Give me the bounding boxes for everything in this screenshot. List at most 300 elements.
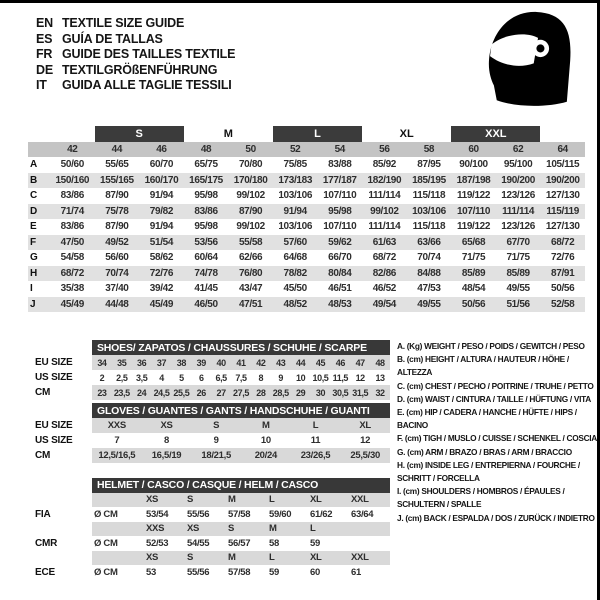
shoes-table-title: SHOES/ ZAPATOS / CHAUSSURES / SCHUHE / SCARPE [92,340,390,355]
legend-item: H. (cm) INSIDE LEG / ENTREPIERNA / FOURCHE / SCHRITT / FORCELLA [397,459,580,484]
size-value-cell: 74/78 [184,266,229,282]
size-value-cell: 91/94 [149,221,174,233]
size-value-cell: 7 [114,435,120,446]
size-value-cell: 47 [350,355,370,370]
size-value-cell: 20/24 [241,448,291,463]
size-value-cell: 42 [251,355,271,370]
size-value-cell: 65/75 [194,159,218,171]
helmet-size-header: XS [144,551,185,566]
measurement-row-letter: A [30,159,37,171]
size-value-cell: 90/100 [459,159,488,171]
gloves-table-title: GLOVES / GUANTES / GANTS / HANDSCHUHE / GUANTI [92,403,390,418]
size-value-cell: 91/94 [273,204,318,220]
helmet-table-title: HELMET / CASCO / CASQUE / HELM / CASCO [92,478,390,493]
size-value-cell: 46 [330,355,350,370]
size-value-cell: 187/198 [451,173,496,189]
size-value-cell: 48 [370,355,390,370]
size-value-cell: 9 [278,372,284,383]
size-value-cell: 99/102 [362,204,407,220]
textile-size-table [28,126,585,312]
corner-spacer [28,126,50,142]
standard-label-fia: FIA [35,508,51,520]
size-value-cell: 4 [159,372,164,383]
helmet-size-value: 54/55 [187,537,210,549]
size-value-cell: 95/98 [317,204,362,220]
helmet-size-header: S [226,522,267,537]
helmet-size-value: 59 [269,566,279,578]
size-value-cell: XXS [92,418,142,433]
size-value-cell: 52/58 [540,297,585,313]
standard-label-ece: ECE [35,566,55,578]
size-value-cell: 12 [360,435,371,446]
helmet-size-header: S [185,493,226,508]
helmet-size-header: XXL [349,493,390,508]
size-value-cell: 25,5/30 [340,448,390,463]
helmet-size-value: 52/53 [146,537,169,549]
size-value-cell: 68/72 [372,252,396,264]
size-value-cell: 50/60 [60,159,84,171]
language-code: EN [36,16,53,30]
language-code: FR [36,47,53,61]
language-row [36,32,235,48]
size-value-cell: 41 [231,355,251,370]
unit-spacer [92,551,144,566]
size-value-cell: 35 [112,355,132,370]
size-value-cell: 56/60 [105,252,129,264]
size-value-cell: XL [340,418,390,433]
size-value-cell: 107/110 [451,204,496,220]
size-value-cell: 10,5 [312,372,329,383]
size-value-cell: 18/21,5 [191,448,241,463]
size-value-cell: 95/98 [194,221,218,233]
size-value-cell: 60/64 [194,252,218,264]
size-value-cell: 70/80 [238,159,263,171]
size-value-cell: 27 [211,385,231,400]
size-value-cell: 8 [258,372,264,383]
numeric-size-header: 52 [273,142,318,158]
size-value-cell: 34 [92,355,112,370]
size-value-cell: 24,5 [152,385,172,400]
size-value-cell: 49/54 [362,297,407,313]
size-value-cell: L [291,418,341,433]
shoes-size-table [28,340,390,400]
size-value-cell: 115/118 [412,221,446,233]
size-value-cell: 45/49 [50,297,95,313]
size-value-cell: 23/26,5 [291,448,341,463]
standard-label-cmr: CMR [35,537,58,549]
size-value-cell: 5 [179,372,184,383]
size-value-cell: 43/47 [238,283,263,295]
size-group-xl: XL [399,127,414,140]
size-value-cell: 68/72 [50,266,95,282]
size-value-cell: 45/50 [283,283,307,295]
row-label: CM [35,387,51,398]
size-value-cell: 10 [295,372,306,383]
size-value-cell: 84/88 [407,266,452,282]
size-value-cell: 55/65 [105,159,129,171]
size-value-cell: 87/95 [417,159,441,171]
size-value-cell: 49/55 [407,297,452,313]
size-value-cell: 127/130 [545,221,580,233]
size-value-cell: 62/66 [238,252,263,264]
size-value-cell: 75/78 [95,204,140,220]
measurement-row-letter: C [30,190,37,202]
helmet-size-header: XS [144,493,185,508]
unit-spacer [92,493,144,508]
size-value-cell: XS [142,418,192,433]
helmet-size-value: 53/54 [146,508,169,520]
size-value-cell: 107/110 [323,221,357,233]
size-value-cell: 123/126 [501,190,535,202]
size-value-cell: 87/90 [105,221,129,233]
helmet-size-value: 56/57 [228,537,251,549]
size-value-cell: 43 [271,355,291,370]
helmet-size-header: XS [185,522,226,537]
size-value-cell: 50/56 [451,297,496,313]
size-value-cell: 48/53 [317,297,362,313]
helmet-size-value: 60 [310,566,320,578]
numeric-size-header: 62 [496,142,541,158]
numeric-size-header: 64 [540,142,585,158]
size-value-cell: 190/200 [496,173,541,189]
helmet-size-value: 57/58 [228,508,251,520]
size-value-cell: 66/70 [328,252,352,264]
size-value-cell: 103/106 [278,190,313,202]
size-value-cell: 48/54 [461,283,486,295]
size-value-cell: 185/195 [407,173,452,189]
size-value-cell: 10 [260,435,271,446]
size-value-cell: 28,5 [271,385,291,400]
size-value-cell: 47/50 [50,235,95,251]
row-label: EU SIZE [35,357,73,368]
size-value-cell: 99/102 [236,190,265,202]
size-value-cell: 2 [99,372,105,383]
size-value-cell: 53/56 [184,235,229,251]
size-value-cell: 78/82 [273,266,318,282]
size-value-cell: 111/114 [496,204,541,220]
size-value-cell: 51/54 [139,235,184,251]
helmet-size-value: 59/60 [269,508,292,520]
helmet-size-table [28,478,390,580]
size-value-cell: 3,5 [136,372,148,383]
size-value-cell: 45 [311,355,331,370]
size-value-cell: 76/80 [228,266,273,282]
size-value-cell: 72/76 [139,266,184,282]
size-value-cell: 48/52 [273,297,318,313]
standard-label-spacer [28,522,92,537]
legend-item: D. (cm) WAIST / CINTURA / TAILLE / HÜFTUNG / VITA [397,393,591,404]
size-value-cell: 95/98 [194,190,218,202]
size-value-cell: 46/50 [184,297,229,313]
size-value-cell: 12,5/16,5 [92,448,142,463]
size-value-cell: 11,5 [332,372,349,383]
unit-label: Ø CM [94,566,118,578]
size-value-cell: 127/130 [545,190,580,202]
helmet-size-header: M [226,551,267,566]
size-value-cell: 83/86 [60,221,84,233]
size-value-cell: 103/106 [407,204,452,220]
size-value-cell: 50/56 [551,283,575,295]
size-value-cell: 12 [355,372,365,383]
guide-title: TEXTILE SIZE GUIDE [62,16,185,30]
size-value-cell: 46/51 [328,283,352,295]
size-value-cell: 24 [132,385,152,400]
measurement-row-letter: E [30,221,37,233]
size-value-cell: 49/52 [95,235,140,251]
size-value-cell: 165/175 [184,173,229,189]
numeric-size-header: 58 [407,142,452,158]
numeric-size-header: 42 [50,142,95,158]
size-value-cell: 72/76 [551,252,575,264]
size-value-cell: 70/74 [95,266,140,282]
standard-label-spacer [28,551,92,566]
size-value-cell: 40 [211,355,231,370]
language-code: DE [36,62,53,77]
size-value-cell: 49/55 [506,283,530,295]
helmet-size-header: XL [308,551,349,566]
language-code: IT [36,78,47,92]
size-value-cell: 55/58 [228,235,273,251]
helmet-size-header: M [226,493,267,508]
helmet-size-header: XXL [349,551,390,566]
size-value-cell: 91/94 [149,190,174,202]
size-group-spacer [50,126,95,142]
helmet-size-header: L [308,522,349,537]
legend-item: I. (cm) SHOULDERS / HOMBROS / ÉPAULES / SCHULTERN / SPALLE [397,486,565,510]
size-group-m: M [223,127,233,140]
size-value-cell: 95/100 [503,159,533,171]
size-value-cell: 119/122 [456,190,491,202]
numeric-size-header: 44 [95,142,140,158]
numeric-size-header: 60 [451,142,496,158]
size-value-cell: 26 [191,385,211,400]
size-value-cell: 70/74 [417,252,441,264]
helmet-size-value: 53 [146,566,156,578]
language-row [36,16,235,32]
size-value-cell: 65/68 [451,235,496,251]
size-value-cell: 155/165 [95,173,140,189]
size-value-cell: 11 [310,435,321,446]
helmet-size-value [349,536,390,551]
measurement-row-letter: D [28,204,50,220]
size-value-cell: 44/48 [95,297,140,313]
language-title-list [36,16,235,94]
guide-title: GUIDA ALLE TAGLIE TESSILI [62,78,232,92]
legend-item: C. (cm) CHEST / PECHO / POITRINE / TRUHE / PETTO [397,380,594,391]
size-value-cell: 182/190 [362,173,407,189]
size-value-cell: 68/72 [540,235,585,251]
size-value-cell: 29 [291,385,311,400]
size-value-cell: 23,5 [112,385,132,400]
size-value-cell: 31,5 [350,385,370,400]
numeric-size-header: 54 [317,142,362,158]
language-row [36,47,235,63]
size-value-cell: 111/114 [368,190,401,202]
size-value-cell: 45/49 [139,297,184,313]
measurement-row-letter: B [28,173,50,189]
size-value-cell: 6,5 [215,372,227,383]
size-value-cell: 123/126 [501,221,535,233]
size-value-cell: 41/45 [194,283,218,295]
size-value-cell: 63/66 [407,235,452,251]
size-value-cell: 64/68 [283,252,307,264]
size-value-cell: M [241,418,291,433]
size-value-cell: 83/86 [60,190,84,202]
unit-label: Ø CM [94,537,118,549]
measurement-row-letter: I [30,283,33,295]
size-value-cell: 7,5 [235,372,247,383]
unit-label: Ø CM [94,508,118,520]
helmet-size-value: 55/56 [187,566,210,578]
size-value-cell: 87/90 [228,204,273,220]
table-label-spacer [28,478,92,493]
helmet-size-header: S [185,551,226,566]
size-value-cell: 30,5 [330,385,350,400]
numeric-size-header: 56 [362,142,407,158]
size-value-cell: 39 [191,355,211,370]
size-value-cell: 80/84 [317,266,362,282]
measurement-row-letter: H [28,266,50,282]
size-value-cell: 27,5 [231,385,251,400]
size-value-cell: 16,5/19 [142,448,192,463]
size-value-cell: 87/90 [105,190,129,202]
helmet-size-header: M [267,522,308,537]
size-value-cell: 60/70 [149,159,174,171]
size-value-cell: 115/119 [540,204,585,220]
helmet-size-header: XL [308,493,349,508]
size-value-cell: 44 [291,355,311,370]
size-group-l: L [273,126,362,142]
legend-item: J. (cm) BACK / ESPALDA / DOS / ZURÜCK / INDIETRO [397,512,595,523]
size-value-cell: 28 [251,385,271,400]
numeric-size-spacer [28,142,50,158]
size-value-cell: 71/75 [506,252,530,264]
language-row [36,63,235,79]
size-value-cell: 2,5 [116,372,128,383]
size-value-cell: 85/89 [451,266,496,282]
standard-label-spacer [28,493,92,508]
gloves-size-table [28,403,390,463]
size-value-cell: 170/180 [228,173,273,189]
helmet-size-value: 59 [310,537,320,549]
row-label: CM [35,450,51,461]
measurement-row-letter: J [28,297,50,313]
table-label-spacer [28,340,92,355]
size-value-cell: S [191,418,241,433]
size-value-cell: 87/91 [540,266,585,282]
numeric-size-header: 46 [139,142,184,158]
size-value-cell: 111/114 [368,221,401,233]
size-value-cell: 85/92 [372,159,396,171]
size-value-cell: 38 [171,355,191,370]
size-value-cell: 47/53 [417,283,441,295]
size-value-cell: 103/106 [278,221,313,233]
size-value-cell: 107/110 [323,190,357,202]
size-value-cell: 83/86 [184,204,229,220]
unit-spacer [92,522,144,537]
size-value-cell: 51/56 [496,297,541,313]
size-value-cell: 32 [370,385,390,400]
measurement-row-letter: G [30,252,38,264]
helmet-size-value: 58 [269,537,279,549]
size-value-cell: 71/75 [461,252,486,264]
size-value-cell: 37/40 [105,283,129,295]
size-value-cell: 46/52 [372,283,396,295]
size-value-cell: 61/63 [362,235,407,251]
size-value-cell: 36 [132,355,152,370]
size-value-cell: 59/62 [317,235,362,251]
size-value-cell: 67/70 [496,235,541,251]
row-label: US SIZE [35,372,73,383]
legend-item: A. (Kg) WEIGHT / PESO / POIDS / GEWITCH / PESO [397,341,585,351]
row-label: EU SIZE [35,420,73,431]
size-group-xxl: XXL [451,126,540,142]
size-value-cell: 105/115 [546,159,580,171]
size-value-cell: 37 [152,355,172,370]
size-value-cell: 35/38 [60,283,84,295]
racing-helmet-icon [479,9,575,109]
size-value-cell: 83/88 [328,159,352,171]
numeric-size-header: 50 [228,142,273,158]
size-value-cell: 99/102 [236,221,265,233]
size-value-cell: 173/183 [273,173,318,189]
size-value-cell: 47/51 [228,297,273,313]
table-label-spacer [28,403,92,418]
size-value-cell: 57/60 [273,235,318,251]
size-value-cell: 39/42 [149,283,174,295]
size-value-cell: 30 [311,385,331,400]
size-value-cell: 25,5 [171,385,191,400]
language-row [36,78,235,94]
numeric-size-header: 48 [184,142,229,158]
helmet-size-value: 57/58 [228,566,251,578]
size-value-cell: 79/82 [139,204,184,220]
helmet-size-header [349,522,390,537]
size-value-cell: 160/170 [139,173,184,189]
language-code: ES [36,31,53,46]
size-value-cell: 177/187 [317,173,362,189]
helmet-size-value: 61/62 [310,508,333,520]
helmet-size-value: 63/64 [351,508,374,520]
legend-item: G. (cm) ARM / BRAZO / BRAS / ARM / BRACCIO [397,446,572,457]
size-value-cell: 115/118 [412,190,446,202]
guide-title: TEXTILGRÖßENFÜHRUNG [62,62,218,77]
size-value-cell: 9 [213,435,219,446]
helmet-size-value: 55/56 [187,508,210,520]
size-group-spacer [540,126,585,142]
size-value-cell: 8 [164,435,169,446]
helmet-size-header: XXS [144,522,185,537]
size-value-cell: 82/86 [362,266,407,282]
size-value-cell: 85/89 [496,266,541,282]
size-value-cell: 190/200 [540,173,585,189]
helmet-size-value: 61 [351,566,361,578]
measurement-legend [397,340,597,525]
size-value-cell: 71/74 [50,204,95,220]
size-value-cell: 54/58 [60,252,84,264]
legend-item: E. (cm) HIP / CADERA / HANCHE / HÜFTE / HIPS / BACINO [397,407,577,431]
size-value-cell: 23 [92,385,112,400]
size-value-cell: 119/122 [456,221,491,233]
size-value-cell: 58/62 [149,252,174,264]
helmet-size-header: L [267,551,308,566]
size-value-cell: 75/85 [283,159,307,171]
row-label: US SIZE [35,435,73,446]
size-value-cell: 6 [198,372,204,383]
size-group-s: S [95,126,184,142]
guide-title: GUÍA DE TALLAS [62,31,163,46]
helmet-size-header: L [267,493,308,508]
